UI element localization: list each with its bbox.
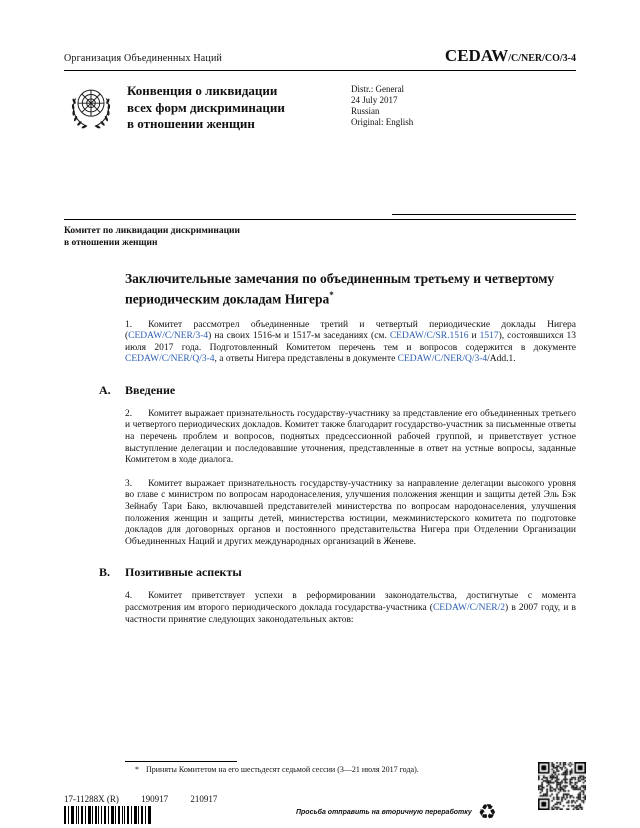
text-run: Комитет выражает признательность государству-участнику за направление делегации высокого уровня во главе с министром по вопросам народонаселения, улучшения положения женщин и защиты детей Эль Бэк Зейнабу Тари Бако, включавшей представителей министерства по вопросам народонаселения, улучшения положения женщин и защиты детей, министерства юстиции, межминистерского комитета по подготовке докладов для договорных органов и постоянного представительства Нигера при Отделении Организации Объединенных Наций и других международных организаций в Женеве. [125, 478, 576, 547]
text-run: Комитет рассмотрел объединенные третий и четвертый периодические доклады Нигера ( [125, 319, 576, 342]
date-code-1: 190917 [141, 794, 169, 804]
paragraph-text [125, 479, 576, 547]
text-run: , а ответы Нигера представлены в документе [214, 354, 398, 365]
committee-name [64, 226, 576, 249]
paragraph-1 [125, 320, 576, 366]
distr-date: 24 July 2017 [351, 95, 398, 105]
date-code-2: 210917 [190, 794, 218, 804]
qr-code [538, 762, 586, 810]
title-footnote-marker: * [329, 290, 334, 300]
text-run: ) в 2007 году, и в частности принятие следующих законодательных актов: [125, 603, 576, 625]
section-title: Введение [125, 382, 176, 397]
document-id-line [64, 794, 217, 804]
text-run: и [468, 331, 480, 342]
committee-name-line: в отношении женщин [64, 237, 158, 248]
document-title-text: Заключительные замечания по объединенным третьему и четвертому периодическим докладам Нигера [125, 271, 555, 307]
distribution-info [351, 81, 413, 140]
section-letter: B. [99, 565, 111, 580]
un-org-name: Организация Объединенных Наций [64, 53, 223, 64]
text-run: Комитет приветствует успехи в реформировании законодательства, достигнутые с момента рассмотрения им второго периодического доклада государства-участника ( [125, 591, 576, 613]
document-symbol-link[interactable]: CEDAW/C/NER/Q/3-4 [397, 354, 488, 365]
convention-title-line: в отношении женщин [127, 116, 255, 131]
paragraph-number: 1. [125, 319, 133, 330]
convention-title-line: Конвенция о ликвидации [127, 83, 278, 98]
paragraph-number: 2. [125, 408, 133, 419]
text-run: ) на своих 1516-м и 1517-м заседаниях (см. [208, 331, 390, 342]
paragraph-number: 3. [125, 478, 133, 489]
text-run: Комитет выражает признательность государству-участнику за представление его объединенных третьего и четвертого периодических докладов. Комитет также благодарит государство-участник за письменные ответы на перечень проблем и вопросов, поднятых предсессионной рабочей группой, и приветствует устное выступление делегации и последовавшие уточнения, представленные в ответ на устные вопросы, заданные Комитетом в ходе диалога. [125, 408, 576, 466]
document-symbol-link[interactable]: 1517 [479, 331, 499, 342]
section-title: Позитивные аспекты [125, 565, 242, 580]
masthead-divider [64, 219, 576, 220]
committee-name-line: Комитет по ликвидации дискриминации [64, 226, 241, 236]
document-symbol-link[interactable]: CEDAW/C/NER/Q/3-4 [125, 354, 215, 365]
paragraph-text [125, 409, 576, 465]
paragraph-3 [125, 479, 576, 549]
document-symbol [445, 46, 576, 66]
paragraph-number: 4. [125, 591, 133, 602]
footnote-divider [125, 761, 237, 762]
paragraph-text [125, 591, 576, 624]
document-body [99, 270, 576, 626]
masthead [64, 81, 576, 140]
footnote-area [125, 761, 570, 775]
document-symbol-main: CEDAW [444, 46, 509, 65]
partial-divider [392, 214, 576, 215]
footnote-body: Приняты Комитетом на его шестьдесят седьмой сессии (3—21 июля 2017 года). [146, 765, 419, 774]
footnote-marker: * [135, 765, 139, 774]
paragraph-2 [125, 409, 576, 467]
recycle-icon: ♻ [477, 800, 497, 824]
paragraph-4 [125, 591, 576, 626]
distr-original: Original: English [351, 117, 414, 127]
document-title [125, 270, 576, 308]
un-emblem-icon [64, 81, 118, 140]
barcode [64, 806, 152, 824]
convention-title [127, 81, 351, 140]
section-heading-b [99, 565, 576, 579]
document-symbol-link[interactable]: CEDAW/C/SR.1516 [389, 331, 469, 342]
distr-language: Russian [351, 106, 380, 116]
section-letter: A. [99, 382, 111, 397]
text-run: /Add.1. [487, 354, 516, 365]
document-symbol-link[interactable]: CEDAW/C/NER/2 [432, 603, 506, 613]
document-symbol-suffix: /C/NER/CO/3-4 [508, 53, 576, 64]
document-symbol-link[interactable]: CEDAW/C/NER/3-4 [128, 331, 209, 342]
paragraph-text [125, 320, 576, 365]
section-heading-a [99, 383, 576, 397]
convention-title-line: всех форм дискриминации [127, 99, 285, 115]
header-divider [64, 70, 576, 71]
job-number: 17-11288X (R) [64, 794, 119, 804]
document-header [64, 46, 576, 66]
recycle-note [296, 802, 497, 823]
distr-type: Distr.: General [351, 84, 404, 94]
recycle-text: Просьба отправить на вторичную переработку [296, 809, 472, 816]
text-run: ), состоявшихся 13 июля 2017 года. Подготовленный Комитетом перечень тем и вопросов содержится в документе [125, 331, 576, 353]
footnote-text [125, 765, 570, 775]
